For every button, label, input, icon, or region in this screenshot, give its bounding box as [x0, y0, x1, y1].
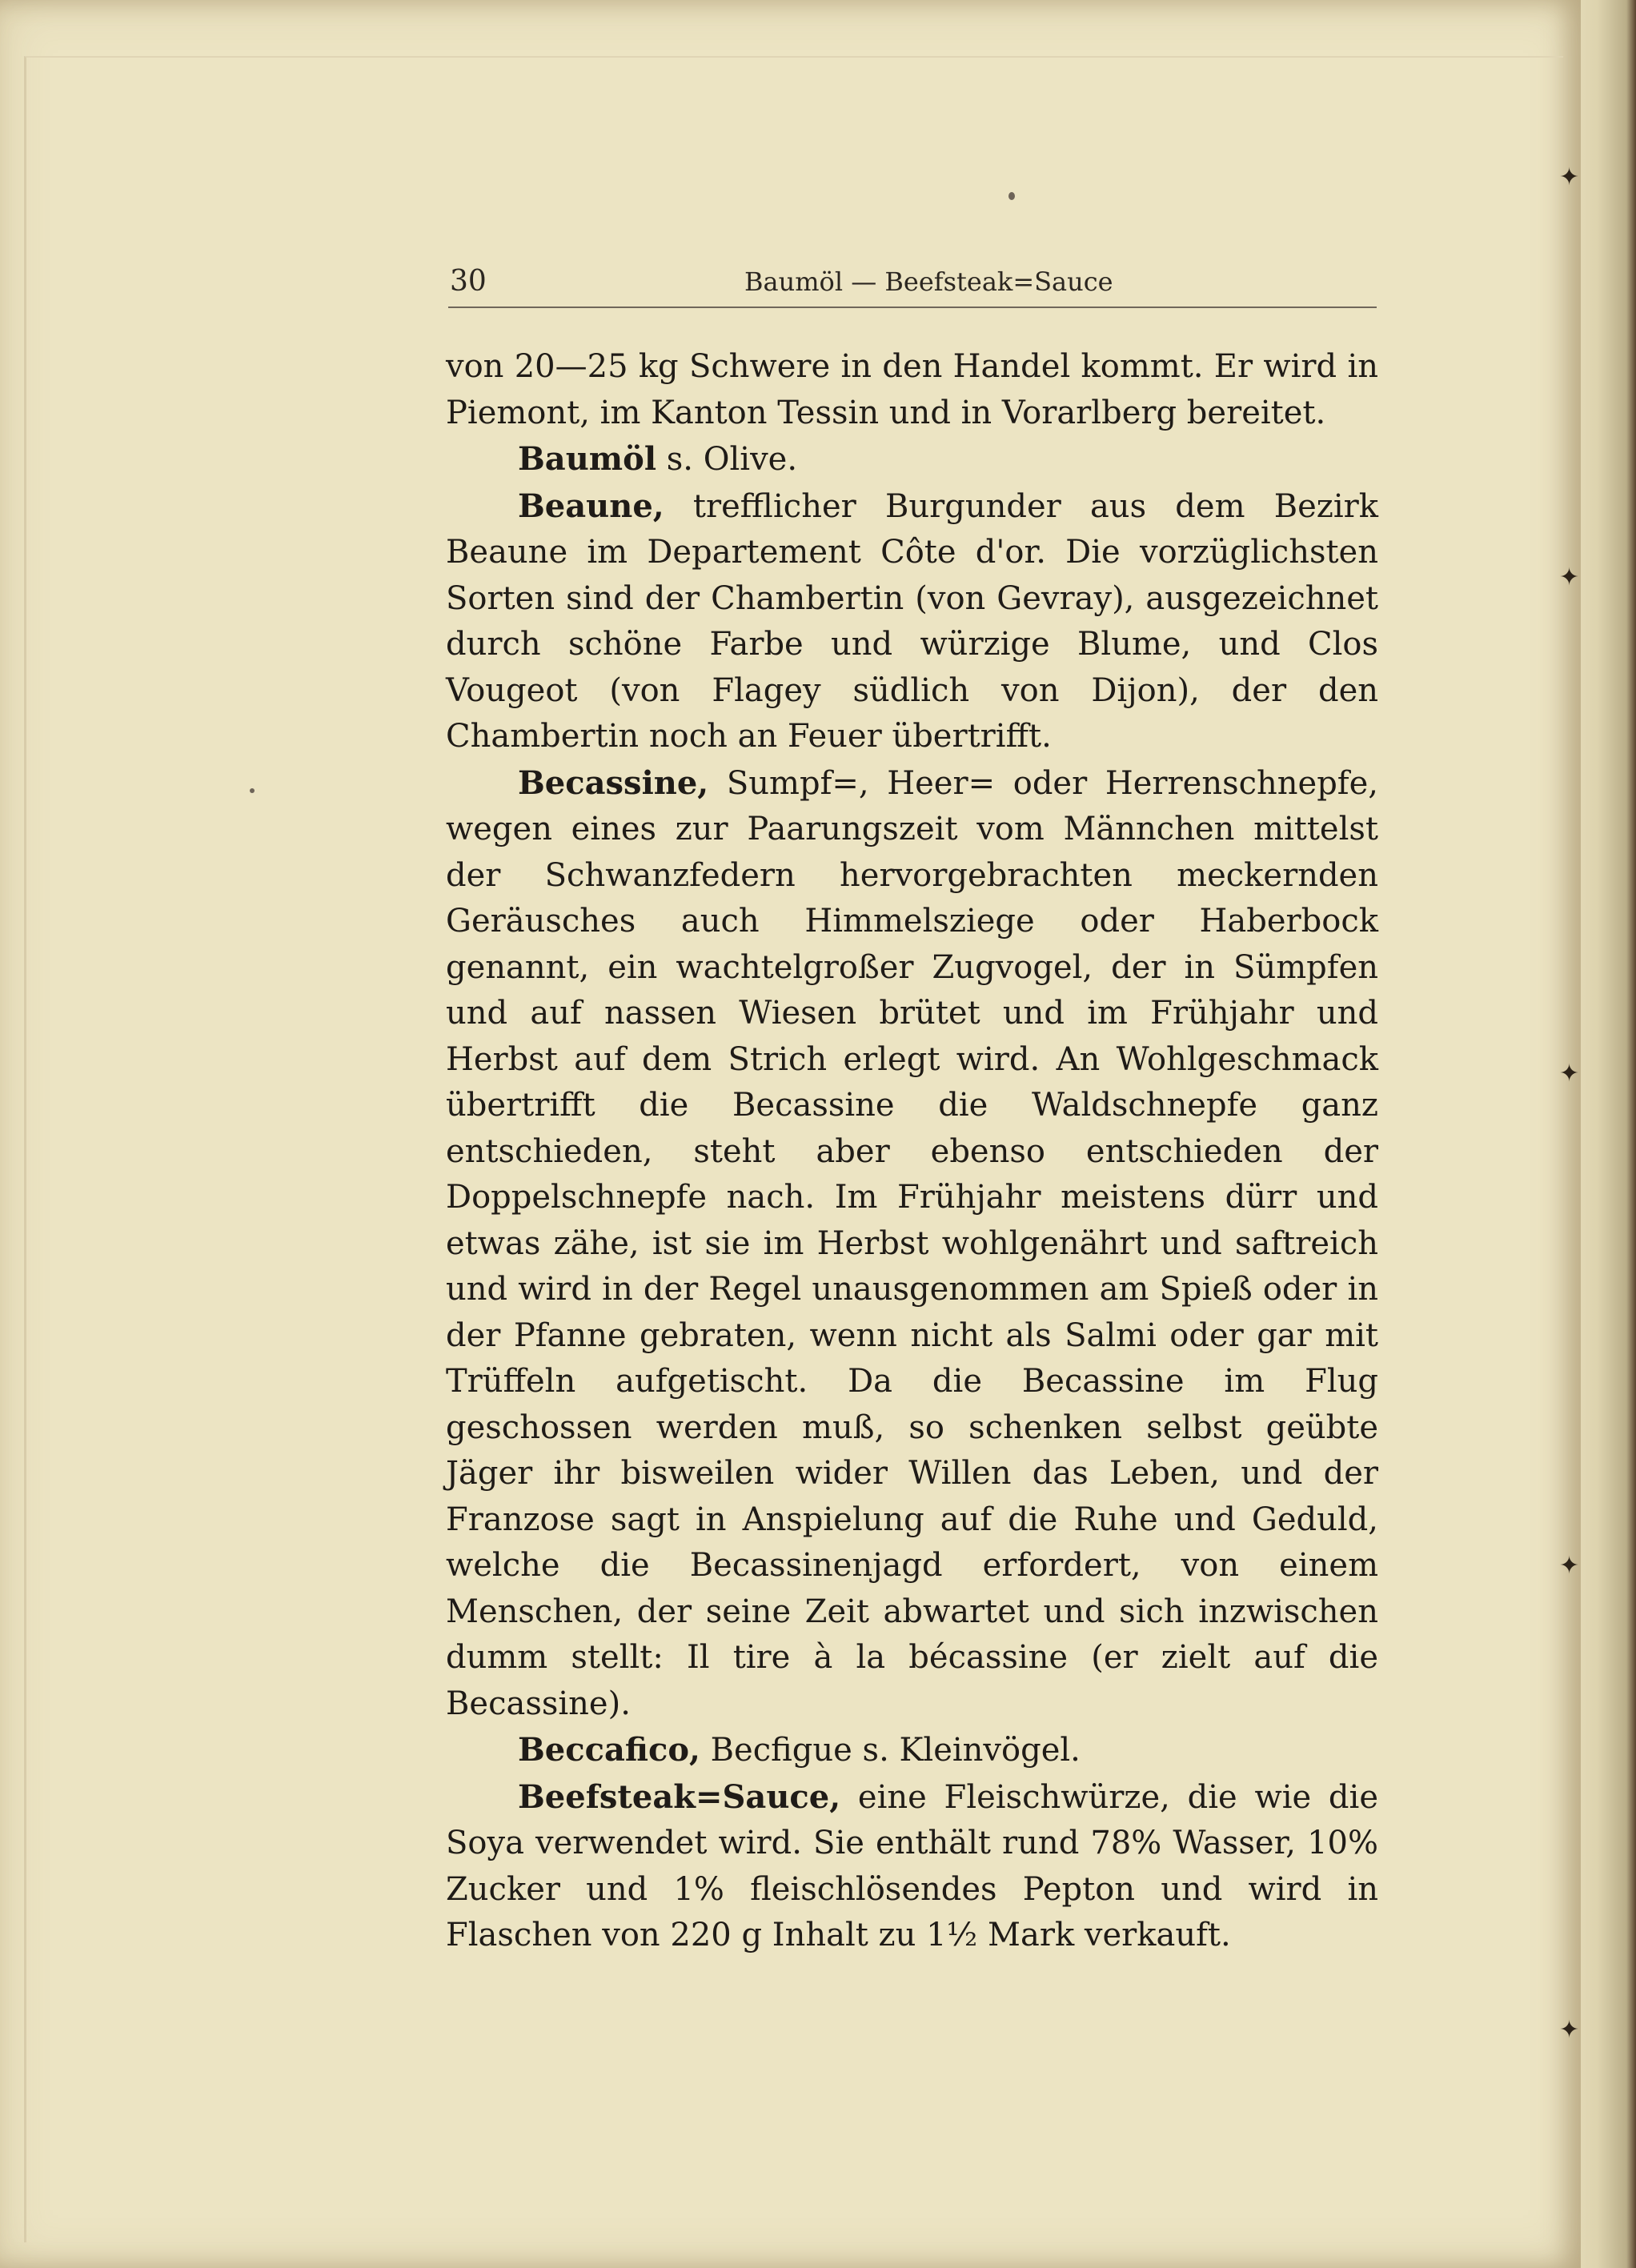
entry-text: Sumpf=, Heer= oder Herrenschnepfe, wegen eines zur Paarungszeit vom Männchen mittelst der Schwanzfedern hervorgebrachten meckernden Geräusches auch Himmelsziege oder Haberbock genannt, ein wachtelgroßer Zugvogel, der in Sümpfen und auf nassen Wiesen brütet und im Frühjahr und Herbst auf dem Strich erlegt wird. An Wohlgeschmack übertrifft die Becassine die Waldschnepfe ganz entschieden, steht aber ebenso entschieden der Doppelschnepfe nach. Im Frühjahr meistens dürr und etwas zähe, ist sie im Herbst wohlgenährt und saftreich und wird in der Regel unausgenommen am Spieß oder in der Pfanne gebraten, wenn nicht als Salmi oder gar mit Trüffeln aufgetischt. Da die Becassine im Flug geschossen werden muß, so schenken selbst geübte Jäger ihr bisweilen wider Willen das Leben, und der Franzose sagt in Anspielung auf die Ruhe und Geduld, welche die Becassinenjagd erfordert, von einem Menschen, der seine Zeit abwartet und sich inzwischen dumm stellt: Il tire à la bécassine (er zielt auf die Becassine).	[446, 764, 1378, 1722]
entry-headword: Becassine,	[518, 763, 709, 802]
binding-stitch: ✦	[1559, 1060, 1580, 1088]
ink-spot	[250, 788, 255, 793]
entry-text: Becfigue s. Kleinvögel.	[700, 1732, 1081, 1769]
entry-beefsteak-sauce	[446, 1774, 1378, 1959]
paragraph-continuation	[446, 344, 1378, 436]
entry-text: eine Fleischwürze, die wie die Soya verwendet wird. Sie enthält rund 78% Wasser, 10% Zucker und 1% fleischlösendes Pepton und wird in Flaschen von 220 g Inhalt zu 1½ Mark verkauft.	[446, 1778, 1378, 1953]
entry-headword: Beefsteak=Sauce,	[518, 1777, 841, 1816]
page-body	[446, 344, 1378, 1959]
entry-headword: Beaune,	[518, 487, 664, 525]
entry-text: trefflicher Burgunder aus dem Bezirk Beaune im Departement Côte d'or. Die vorzüglichsten Sorten sind der Chambertin (von Gevray), ausgezeichnet durch schöne Farbe und würzige Blume, und Clos Vougeot (von Flagey südlich von Dijon), der den Chambertin noch an Feuer übertrifft.	[446, 487, 1378, 755]
running-header	[448, 260, 1377, 308]
entry-text: s. Olive.	[656, 441, 798, 478]
paragraph-text: von 20—25 kg Schwere in den Handel kommt. Er wird in Piemont, im Kanton Tessin und in Vorarlberg bereitet.	[446, 348, 1378, 431]
running-title: Baumöl — Beefsteak=Sauce	[744, 266, 1113, 297]
binding-stitch: ✦	[1559, 163, 1580, 191]
entry-baumoel	[446, 436, 1378, 483]
binding-stitch: ✦	[1559, 563, 1580, 591]
entry-beccafico	[446, 1727, 1378, 1774]
binding-stitch: ✦	[1559, 2016, 1580, 2044]
entry-becassine	[446, 760, 1378, 1728]
ink-spot	[1008, 192, 1015, 200]
entry-beaune	[446, 483, 1378, 760]
entry-headword: Beccafico,	[518, 1731, 700, 1769]
entry-headword: Baumöl	[518, 440, 657, 478]
page-number: 30	[450, 265, 487, 298]
binding-stitch: ✦	[1559, 1552, 1580, 1580]
